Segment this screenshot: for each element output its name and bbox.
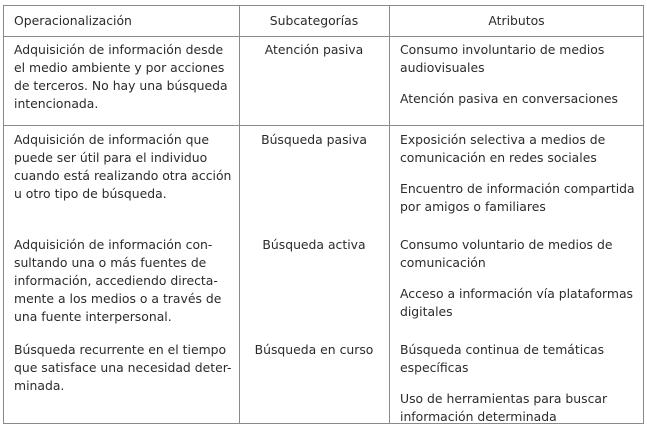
text-line: Consumo involuntario de medios bbox=[400, 42, 605, 57]
row1-operacionalizacion bbox=[14, 41, 228, 113]
attribute-item bbox=[400, 390, 607, 426]
row1-bottom-border bbox=[3, 125, 644, 126]
text-line: audiovisuales bbox=[400, 60, 485, 75]
row3-atributos bbox=[400, 236, 633, 334]
text-line: Exposición selectiva a medios de bbox=[400, 132, 606, 147]
row3-subcategoria: Búsqueda activa bbox=[262, 237, 366, 252]
text-line: que satisface una necesidad deter- bbox=[14, 360, 232, 375]
text-line: el medio ambiente y por acciones bbox=[14, 60, 225, 75]
row2-subcategoria: Búsqueda pasiva bbox=[261, 132, 367, 147]
row1-subcategoria: Atención pasiva bbox=[264, 42, 364, 57]
table-right-border bbox=[643, 5, 644, 423]
text-line: Atención pasiva en conversaciones bbox=[400, 91, 618, 106]
text-line: Acceso a información vía plataformas bbox=[400, 286, 634, 301]
text-line: Encuentro de información compartida bbox=[400, 181, 635, 196]
attribute-item bbox=[400, 341, 607, 377]
row4-atributos bbox=[400, 341, 607, 439]
text-line: específicas bbox=[400, 360, 469, 375]
attribute-item bbox=[400, 180, 635, 216]
text-line: sultando una o más fuentes de bbox=[14, 255, 207, 270]
text-line: Búsqueda recurrente en el tiempo bbox=[14, 342, 227, 357]
text-line: Uso de herramientas para buscar bbox=[400, 391, 608, 406]
header-atributos: Atributos bbox=[488, 13, 545, 28]
text-line: Búsqueda continua de temáticas bbox=[400, 342, 605, 357]
text-line: intencionada. bbox=[14, 96, 99, 111]
row3-operacionalizacion bbox=[14, 236, 221, 326]
header-subcategorias: Subcategorías bbox=[269, 13, 359, 28]
text-line: por amigos o familiares bbox=[400, 199, 546, 214]
text-line: Adquisición de información que bbox=[14, 132, 209, 147]
text-line: información, accediendo directa- bbox=[14, 273, 218, 288]
column-divider-2 bbox=[389, 5, 390, 423]
text-line: u otro tipo de búsqueda. bbox=[14, 186, 167, 201]
attribute-item bbox=[400, 90, 618, 108]
header-operacionalizacion: Operacionalización bbox=[14, 13, 132, 28]
attribute-item bbox=[400, 236, 633, 272]
row4-operacionalizacion bbox=[14, 341, 231, 395]
text-line: minada. bbox=[14, 378, 65, 393]
text-line: cuando está realizando otra acción bbox=[14, 168, 232, 183]
text-line: mente a los medios o a través de bbox=[14, 291, 222, 306]
column-divider-1 bbox=[239, 5, 240, 423]
table-left-border bbox=[3, 5, 4, 423]
attribute-item bbox=[400, 131, 635, 167]
text-line: información determinada bbox=[400, 409, 557, 424]
text-line: Adquisición de información desde bbox=[14, 42, 224, 57]
header-bottom-border bbox=[3, 36, 644, 37]
text-line: de terceros. No hay una búsqueda bbox=[14, 78, 228, 93]
row4-subcategoria: Búsqueda en curso bbox=[254, 342, 374, 357]
table-top-border bbox=[3, 5, 644, 6]
text-line: Consumo voluntario de medios de bbox=[400, 237, 613, 252]
row1-atributos bbox=[400, 41, 618, 121]
attribute-item bbox=[400, 285, 633, 321]
text-line: digitales bbox=[400, 304, 453, 319]
attribute-item bbox=[400, 41, 618, 77]
text-line: Adquisición de información con- bbox=[14, 237, 213, 252]
row2-atributos bbox=[400, 131, 635, 229]
text-line: comunicación en redes sociales bbox=[400, 150, 597, 165]
text-line: comunicación bbox=[400, 255, 486, 270]
text-line: puede ser útil para el individuo bbox=[14, 150, 208, 165]
row2-operacionalizacion bbox=[14, 131, 231, 203]
text-line: una fuente interpersonal. bbox=[14, 309, 172, 324]
